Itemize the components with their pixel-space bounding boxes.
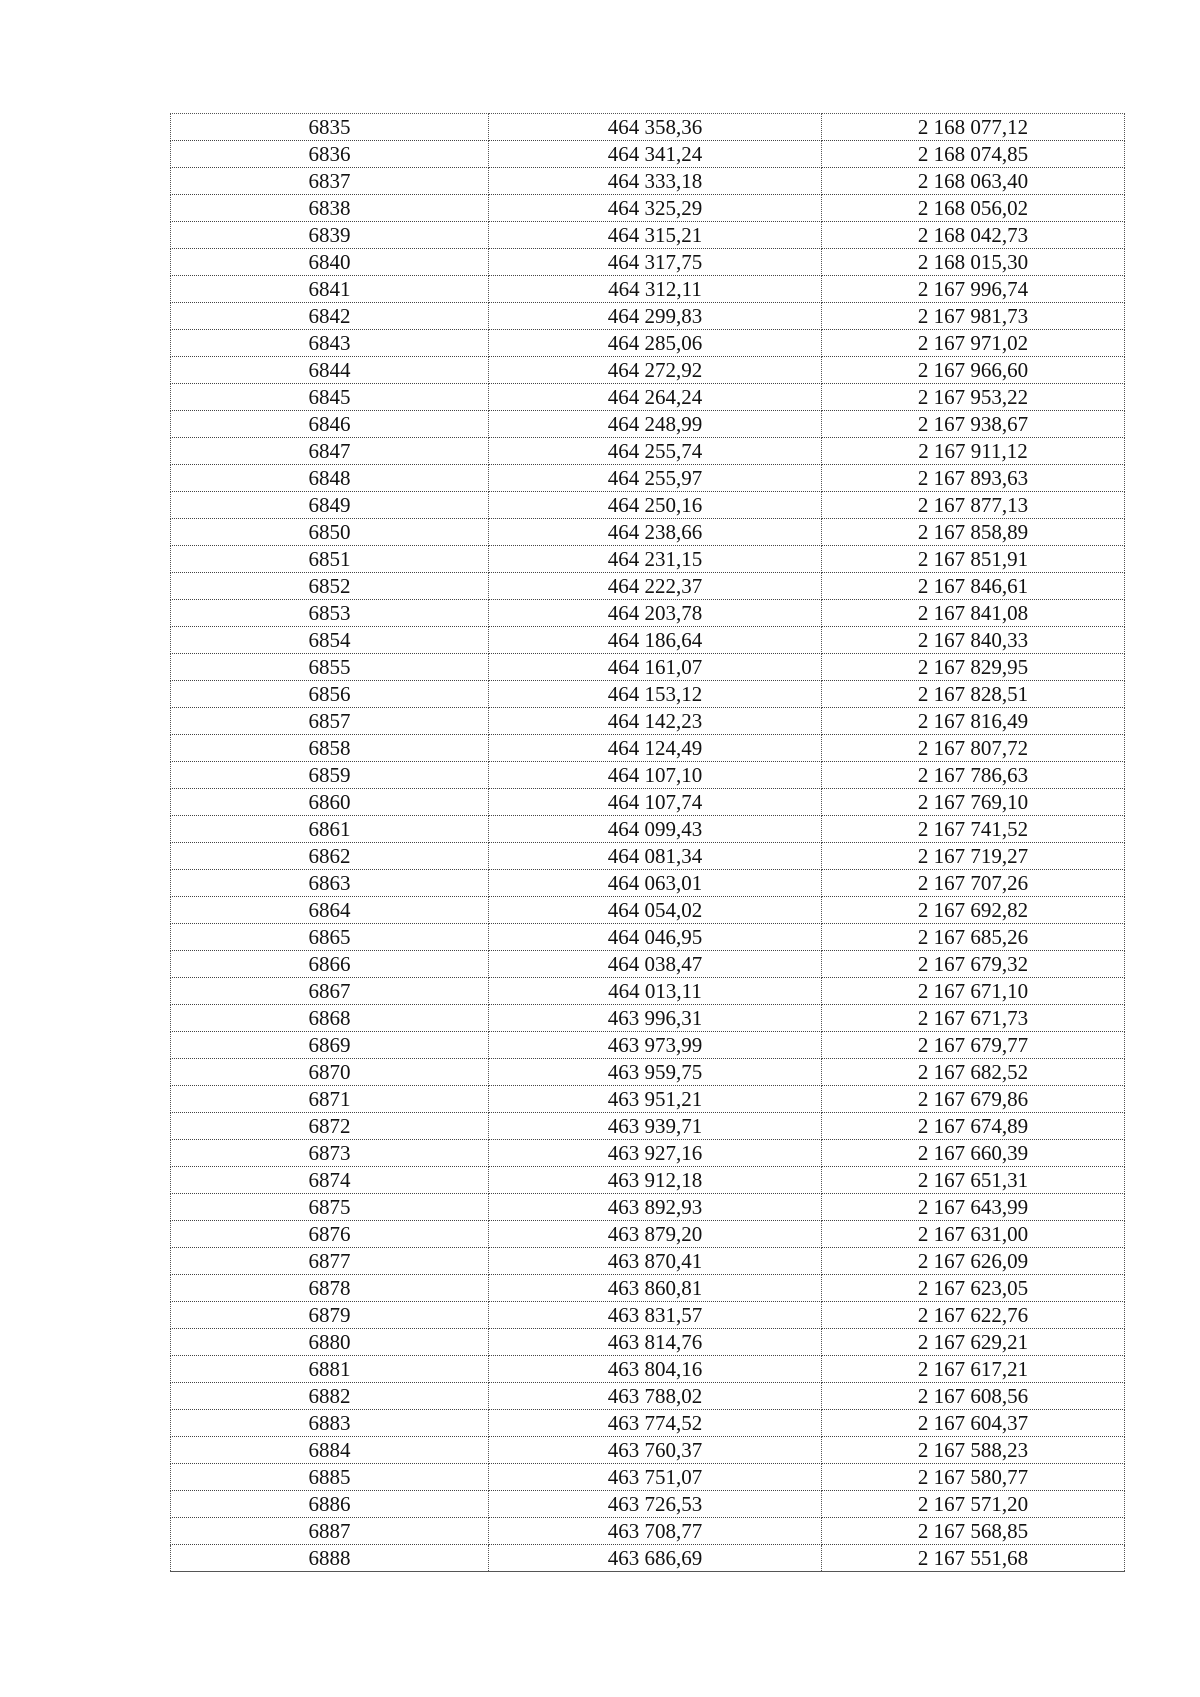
y-coordinate-cell: 2 168 077,12 <box>822 114 1125 141</box>
table-row <box>171 1329 1125 1356</box>
table-row <box>171 1059 1125 1086</box>
x-coordinate-cell: 463 879,20 <box>489 1221 822 1248</box>
table-row <box>171 1140 1125 1167</box>
x-coordinate-cell: 464 285,06 <box>489 330 822 357</box>
point-number-cell: 6857 <box>171 708 489 735</box>
x-coordinate-cell: 464 231,15 <box>489 546 822 573</box>
x-coordinate-cell: 463 996,31 <box>489 1005 822 1032</box>
x-coordinate-cell: 464 063,01 <box>489 870 822 897</box>
y-coordinate-cell: 2 167 692,82 <box>822 897 1125 924</box>
y-coordinate-cell: 2 167 643,99 <box>822 1194 1125 1221</box>
table-row <box>171 357 1125 384</box>
table-row <box>171 411 1125 438</box>
y-coordinate-cell: 2 167 651,31 <box>822 1167 1125 1194</box>
x-coordinate-cell: 463 708,77 <box>489 1518 822 1545</box>
point-number-cell: 6868 <box>171 1005 489 1032</box>
y-coordinate-cell: 2 167 911,12 <box>822 438 1125 465</box>
point-number-cell: 6860 <box>171 789 489 816</box>
x-coordinate-cell: 464 272,92 <box>489 357 822 384</box>
table-row <box>171 1491 1125 1518</box>
point-number-cell: 6879 <box>171 1302 489 1329</box>
y-coordinate-cell: 2 167 938,67 <box>822 411 1125 438</box>
y-coordinate-cell: 2 167 840,33 <box>822 627 1125 654</box>
table-row <box>171 519 1125 546</box>
point-number-cell: 6883 <box>171 1410 489 1437</box>
y-coordinate-cell: 2 167 671,73 <box>822 1005 1125 1032</box>
y-coordinate-cell: 2 167 631,00 <box>822 1221 1125 1248</box>
y-coordinate-cell: 2 167 741,52 <box>822 816 1125 843</box>
point-number-cell: 6885 <box>171 1464 489 1491</box>
x-coordinate-cell: 463 912,18 <box>489 1167 822 1194</box>
x-coordinate-cell: 463 760,37 <box>489 1437 822 1464</box>
y-coordinate-cell: 2 167 604,37 <box>822 1410 1125 1437</box>
point-number-cell: 6874 <box>171 1167 489 1194</box>
table-row <box>171 573 1125 600</box>
x-coordinate-cell: 464 099,43 <box>489 816 822 843</box>
table-row <box>171 249 1125 276</box>
point-number-cell: 6884 <box>171 1437 489 1464</box>
point-number-cell: 6881 <box>171 1356 489 1383</box>
y-coordinate-cell: 2 167 679,77 <box>822 1032 1125 1059</box>
table-row <box>171 1383 1125 1410</box>
y-coordinate-cell: 2 168 063,40 <box>822 168 1125 195</box>
point-number-cell: 6877 <box>171 1248 489 1275</box>
coordinates-table-body <box>171 114 1125 1572</box>
table-row <box>171 681 1125 708</box>
table-row <box>171 1518 1125 1545</box>
x-coordinate-cell: 463 927,16 <box>489 1140 822 1167</box>
x-coordinate-cell: 464 325,29 <box>489 195 822 222</box>
x-coordinate-cell: 464 299,83 <box>489 303 822 330</box>
y-coordinate-cell: 2 168 056,02 <box>822 195 1125 222</box>
point-number-cell: 6846 <box>171 411 489 438</box>
table-row <box>171 1275 1125 1302</box>
y-coordinate-cell: 2 167 679,86 <box>822 1086 1125 1113</box>
point-number-cell: 6875 <box>171 1194 489 1221</box>
point-number-cell: 6845 <box>171 384 489 411</box>
x-coordinate-cell: 464 315,21 <box>489 222 822 249</box>
y-coordinate-cell: 2 167 828,51 <box>822 681 1125 708</box>
y-coordinate-cell: 2 167 893,63 <box>822 465 1125 492</box>
table-row <box>171 195 1125 222</box>
y-coordinate-cell: 2 167 807,72 <box>822 735 1125 762</box>
table-row <box>171 141 1125 168</box>
table-row <box>171 168 1125 195</box>
y-coordinate-cell: 2 167 568,85 <box>822 1518 1125 1545</box>
x-coordinate-cell: 463 892,93 <box>489 1194 822 1221</box>
x-coordinate-cell: 464 317,75 <box>489 249 822 276</box>
table-row <box>171 870 1125 897</box>
y-coordinate-cell: 2 167 966,60 <box>822 357 1125 384</box>
x-coordinate-cell: 464 054,02 <box>489 897 822 924</box>
x-coordinate-cell: 463 788,02 <box>489 1383 822 1410</box>
point-number-cell: 6888 <box>171 1545 489 1572</box>
point-number-cell: 6864 <box>171 897 489 924</box>
y-coordinate-cell: 2 167 851,91 <box>822 546 1125 573</box>
x-coordinate-cell: 464 255,97 <box>489 465 822 492</box>
x-coordinate-cell: 463 951,21 <box>489 1086 822 1113</box>
y-coordinate-cell: 2 167 626,09 <box>822 1248 1125 1275</box>
x-coordinate-cell: 464 238,66 <box>489 519 822 546</box>
point-number-cell: 6854 <box>171 627 489 654</box>
y-coordinate-cell: 2 167 786,63 <box>822 762 1125 789</box>
table-row <box>171 816 1125 843</box>
x-coordinate-cell: 463 804,16 <box>489 1356 822 1383</box>
y-coordinate-cell: 2 167 674,89 <box>822 1113 1125 1140</box>
x-coordinate-cell: 464 255,74 <box>489 438 822 465</box>
y-coordinate-cell: 2 167 707,26 <box>822 870 1125 897</box>
point-number-cell: 6862 <box>171 843 489 870</box>
table-row <box>171 1248 1125 1275</box>
point-number-cell: 6856 <box>171 681 489 708</box>
table-row <box>171 1113 1125 1140</box>
point-number-cell: 6873 <box>171 1140 489 1167</box>
table-row <box>171 1545 1125 1572</box>
y-coordinate-cell: 2 167 608,56 <box>822 1383 1125 1410</box>
y-coordinate-cell: 2 167 685,26 <box>822 924 1125 951</box>
y-coordinate-cell: 2 167 971,02 <box>822 330 1125 357</box>
point-number-cell: 6887 <box>171 1518 489 1545</box>
point-number-cell: 6853 <box>171 600 489 627</box>
x-coordinate-cell: 464 248,99 <box>489 411 822 438</box>
point-number-cell: 6858 <box>171 735 489 762</box>
point-number-cell: 6855 <box>171 654 489 681</box>
table-row <box>171 1221 1125 1248</box>
x-coordinate-cell: 463 686,69 <box>489 1545 822 1572</box>
table-row <box>171 1194 1125 1221</box>
table-row <box>171 978 1125 1005</box>
x-coordinate-cell: 464 358,36 <box>489 114 822 141</box>
point-number-cell: 6876 <box>171 1221 489 1248</box>
y-coordinate-cell: 2 167 877,13 <box>822 492 1125 519</box>
table-row <box>171 114 1125 141</box>
y-coordinate-cell: 2 167 623,05 <box>822 1275 1125 1302</box>
point-number-cell: 6835 <box>171 114 489 141</box>
y-coordinate-cell: 2 167 816,49 <box>822 708 1125 735</box>
table-row <box>171 492 1125 519</box>
x-coordinate-cell: 464 046,95 <box>489 924 822 951</box>
point-number-cell: 6837 <box>171 168 489 195</box>
y-coordinate-cell: 2 167 679,32 <box>822 951 1125 978</box>
table-row <box>171 546 1125 573</box>
y-coordinate-cell: 2 167 996,74 <box>822 276 1125 303</box>
y-coordinate-cell: 2 168 015,30 <box>822 249 1125 276</box>
table-row <box>171 924 1125 951</box>
point-number-cell: 6866 <box>171 951 489 978</box>
y-coordinate-cell: 2 167 953,22 <box>822 384 1125 411</box>
point-number-cell: 6882 <box>171 1383 489 1410</box>
table-row <box>171 897 1125 924</box>
point-number-cell: 6844 <box>171 357 489 384</box>
point-number-cell: 6861 <box>171 816 489 843</box>
point-number-cell: 6840 <box>171 249 489 276</box>
point-number-cell: 6859 <box>171 762 489 789</box>
table-row <box>171 1464 1125 1491</box>
y-coordinate-cell: 2 167 571,20 <box>822 1491 1125 1518</box>
table-row <box>171 762 1125 789</box>
table-row <box>171 1410 1125 1437</box>
y-coordinate-cell: 2 167 629,21 <box>822 1329 1125 1356</box>
point-number-cell: 6847 <box>171 438 489 465</box>
point-number-cell: 6863 <box>171 870 489 897</box>
table-row <box>171 222 1125 249</box>
point-number-cell: 6872 <box>171 1113 489 1140</box>
point-number-cell: 6870 <box>171 1059 489 1086</box>
table-row <box>171 1167 1125 1194</box>
y-coordinate-cell: 2 167 829,95 <box>822 654 1125 681</box>
x-coordinate-cell: 464 312,11 <box>489 276 822 303</box>
point-number-cell: 6836 <box>171 141 489 168</box>
point-number-cell: 6848 <box>171 465 489 492</box>
x-coordinate-cell: 464 186,64 <box>489 627 822 654</box>
table-row <box>171 600 1125 627</box>
x-coordinate-cell: 463 939,71 <box>489 1113 822 1140</box>
table-row <box>171 438 1125 465</box>
table-row <box>171 1437 1125 1464</box>
y-coordinate-cell: 2 167 622,76 <box>822 1302 1125 1329</box>
point-number-cell: 6851 <box>171 546 489 573</box>
x-coordinate-cell: 463 814,76 <box>489 1329 822 1356</box>
x-coordinate-cell: 463 726,53 <box>489 1491 822 1518</box>
point-number-cell: 6867 <box>171 978 489 1005</box>
y-coordinate-cell: 2 167 846,61 <box>822 573 1125 600</box>
table-row <box>171 1356 1125 1383</box>
point-number-cell: 6878 <box>171 1275 489 1302</box>
point-number-cell: 6880 <box>171 1329 489 1356</box>
y-coordinate-cell: 2 167 588,23 <box>822 1437 1125 1464</box>
point-number-cell: 6869 <box>171 1032 489 1059</box>
y-coordinate-cell: 2 167 719,27 <box>822 843 1125 870</box>
table-row <box>171 951 1125 978</box>
x-coordinate-cell: 463 870,41 <box>489 1248 822 1275</box>
y-coordinate-cell: 2 167 682,52 <box>822 1059 1125 1086</box>
x-coordinate-cell: 464 107,74 <box>489 789 822 816</box>
x-coordinate-cell: 463 959,75 <box>489 1059 822 1086</box>
table-row <box>171 1005 1125 1032</box>
x-coordinate-cell: 463 751,07 <box>489 1464 822 1491</box>
table-row <box>171 627 1125 654</box>
table-row <box>171 276 1125 303</box>
table-row <box>171 735 1125 762</box>
x-coordinate-cell: 463 774,52 <box>489 1410 822 1437</box>
point-number-cell: 6843 <box>171 330 489 357</box>
x-coordinate-cell: 464 013,11 <box>489 978 822 1005</box>
x-coordinate-cell: 463 973,99 <box>489 1032 822 1059</box>
point-number-cell: 6849 <box>171 492 489 519</box>
y-coordinate-cell: 2 168 074,85 <box>822 141 1125 168</box>
x-coordinate-cell: 464 161,07 <box>489 654 822 681</box>
coordinates-table <box>170 113 1125 1572</box>
x-coordinate-cell: 464 038,47 <box>489 951 822 978</box>
x-coordinate-cell: 464 203,78 <box>489 600 822 627</box>
x-coordinate-cell: 463 860,81 <box>489 1275 822 1302</box>
y-coordinate-cell: 2 167 617,21 <box>822 1356 1125 1383</box>
table-row <box>171 465 1125 492</box>
table-row <box>171 1302 1125 1329</box>
y-coordinate-cell: 2 168 042,73 <box>822 222 1125 249</box>
y-coordinate-cell: 2 167 858,89 <box>822 519 1125 546</box>
table-row <box>171 384 1125 411</box>
point-number-cell: 6839 <box>171 222 489 249</box>
x-coordinate-cell: 464 264,24 <box>489 384 822 411</box>
y-coordinate-cell: 2 167 769,10 <box>822 789 1125 816</box>
x-coordinate-cell: 464 107,10 <box>489 762 822 789</box>
point-number-cell: 6871 <box>171 1086 489 1113</box>
y-coordinate-cell: 2 167 660,39 <box>822 1140 1125 1167</box>
table-row <box>171 303 1125 330</box>
point-number-cell: 6842 <box>171 303 489 330</box>
x-coordinate-cell: 464 124,49 <box>489 735 822 762</box>
table-row <box>171 789 1125 816</box>
point-number-cell: 6886 <box>171 1491 489 1518</box>
table-row <box>171 1086 1125 1113</box>
x-coordinate-cell: 464 341,24 <box>489 141 822 168</box>
y-coordinate-cell: 2 167 981,73 <box>822 303 1125 330</box>
point-number-cell: 6841 <box>171 276 489 303</box>
table-row <box>171 843 1125 870</box>
x-coordinate-cell: 464 142,23 <box>489 708 822 735</box>
point-number-cell: 6865 <box>171 924 489 951</box>
x-coordinate-cell: 464 081,34 <box>489 843 822 870</box>
x-coordinate-cell: 464 333,18 <box>489 168 822 195</box>
table-row <box>171 330 1125 357</box>
table-row <box>171 708 1125 735</box>
y-coordinate-cell: 2 167 551,68 <box>822 1545 1125 1572</box>
x-coordinate-cell: 464 153,12 <box>489 681 822 708</box>
point-number-cell: 6850 <box>171 519 489 546</box>
x-coordinate-cell: 463 831,57 <box>489 1302 822 1329</box>
point-number-cell: 6838 <box>171 195 489 222</box>
y-coordinate-cell: 2 167 580,77 <box>822 1464 1125 1491</box>
point-number-cell: 6852 <box>171 573 489 600</box>
table-row <box>171 654 1125 681</box>
y-coordinate-cell: 2 167 671,10 <box>822 978 1125 1005</box>
table-row <box>171 1032 1125 1059</box>
x-coordinate-cell: 464 222,37 <box>489 573 822 600</box>
y-coordinate-cell: 2 167 841,08 <box>822 600 1125 627</box>
x-coordinate-cell: 464 250,16 <box>489 492 822 519</box>
